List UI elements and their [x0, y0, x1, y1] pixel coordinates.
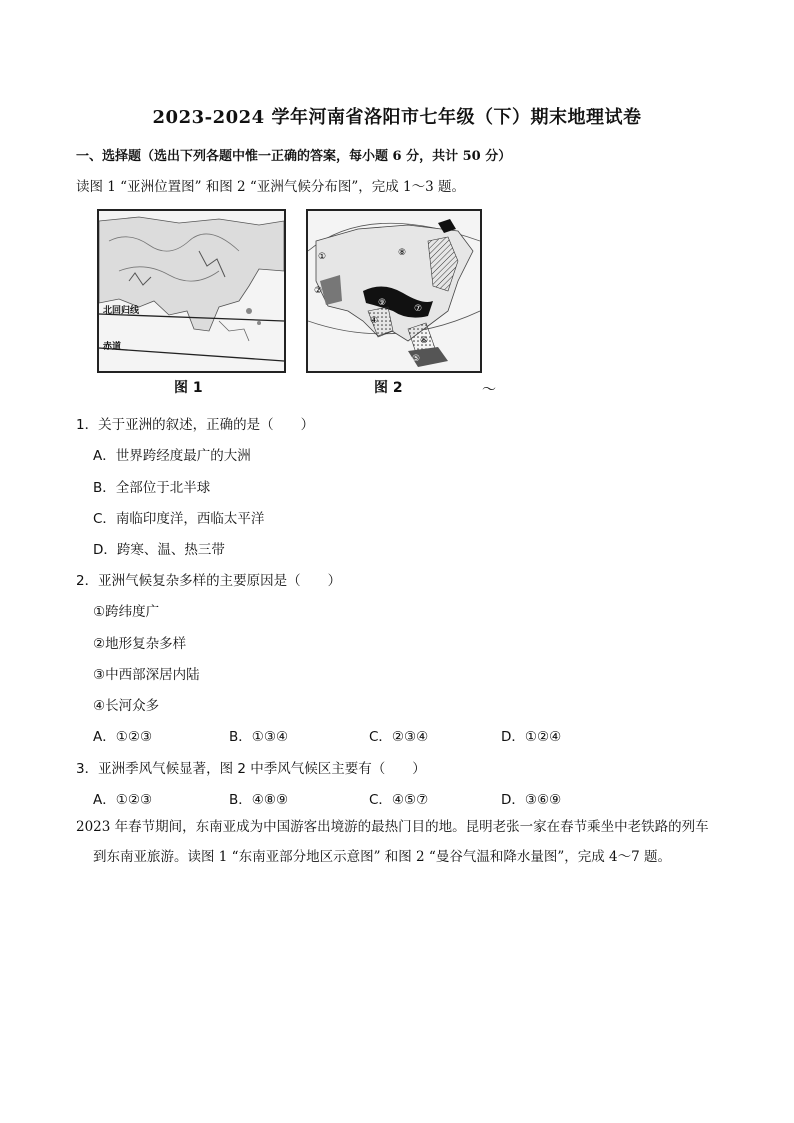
question-1-option-c[interactable]: C．南临印度洋，西临太平洋 — [93, 511, 265, 527]
figure-1-asia-location-map — [97, 209, 286, 373]
climate-zone-label-8: ⑧ — [398, 248, 407, 258]
question-3-option-c[interactable]: C．④⑤⑦ — [369, 792, 429, 808]
climate-zone-label-1: ① — [318, 252, 327, 262]
question-3-option-a[interactable]: A．①②③ — [93, 792, 153, 808]
equator-label: 赤道 — [103, 342, 122, 352]
question-1-option-d[interactable]: D．跨寒、温、热三带 — [93, 542, 225, 558]
question-2-statement-1: ①跨纬度广 — [93, 604, 160, 620]
figure-1-caption: 图 1 — [174, 380, 203, 396]
asia-climate-map-graphic — [308, 211, 480, 371]
passage-questions-4-7 — [76, 812, 724, 872]
question-2-statement-4: ④长河众多 — [93, 698, 160, 714]
question-3-option-d[interactable]: D．③⑥⑨ — [501, 792, 562, 808]
question-2-stem: 2．亚洲气候复杂多样的主要原因是（ ） — [76, 573, 342, 589]
question-1-stem: 1．关于亚洲的叙述，正确的是（ ） — [76, 417, 315, 433]
question-2-statement-2: ②地形复杂多样 — [93, 636, 187, 652]
climate-zone-label-6: ⑥ — [420, 336, 429, 346]
question-2-option-d[interactable]: D．①②④ — [501, 729, 562, 745]
climate-zone-label-4: ④ — [370, 316, 379, 326]
question-1-option-a[interactable]: A．世界跨经度最广的大洲 — [93, 448, 251, 464]
question-3-stem: 3．亚洲季风气候显著，图 2 中季风气候区主要有（ ） — [76, 761, 426, 777]
asia-location-map-graphic — [99, 211, 284, 371]
climate-zone-label-2: ② — [314, 286, 323, 296]
question-1-option-b[interactable]: B．全部位于北半球 — [93, 480, 211, 496]
question-2-option-c[interactable]: C．②③④ — [369, 729, 429, 745]
stray-tilde-mark: ～ — [482, 382, 496, 398]
question-2-statement-3: ③中西部深居内陆 — [93, 667, 200, 683]
passage-line-1: 2023 年春节期间，东南亚成为中国游客出境游的最热门目的地。昆明老张一家在春节乘坐中老铁路的列车 — [76, 819, 709, 835]
question-2-option-a[interactable]: A．①②③ — [93, 729, 153, 745]
climate-zone-label-5: ⑤ — [412, 354, 421, 364]
figure-2-asia-climate-map — [306, 209, 482, 373]
section-heading: 一、选择题（选出下列各题中惟一正确的答案，每小题 6 分，共计 50 分） — [76, 149, 512, 164]
question-group-intro: 读图 1 “亚洲位置图” 和图 2 “亚洲气候分布图”，完成 1～3 题。 — [76, 179, 466, 195]
passage-line-2: 到东南亚旅游。读图 1 “东南亚部分地区示意图” 和图 2 “曼谷气温和降水量图”，完成 4～7 题。 — [93, 849, 672, 865]
exam-title: 2023-2024 学年河南省洛阳市七年级（下）期末地理试卷 — [152, 107, 642, 128]
figure-2-caption: 图 2 — [374, 380, 403, 396]
climate-zone-label-9: ⑨ — [378, 298, 387, 308]
question-3-option-b[interactable]: B．④⑧⑨ — [229, 792, 289, 808]
climate-zone-label-7: ⑦ — [414, 304, 423, 314]
tropic-of-cancer-label: 北回归线 — [103, 306, 140, 316]
question-2-option-b[interactable]: B．①③④ — [229, 729, 289, 745]
